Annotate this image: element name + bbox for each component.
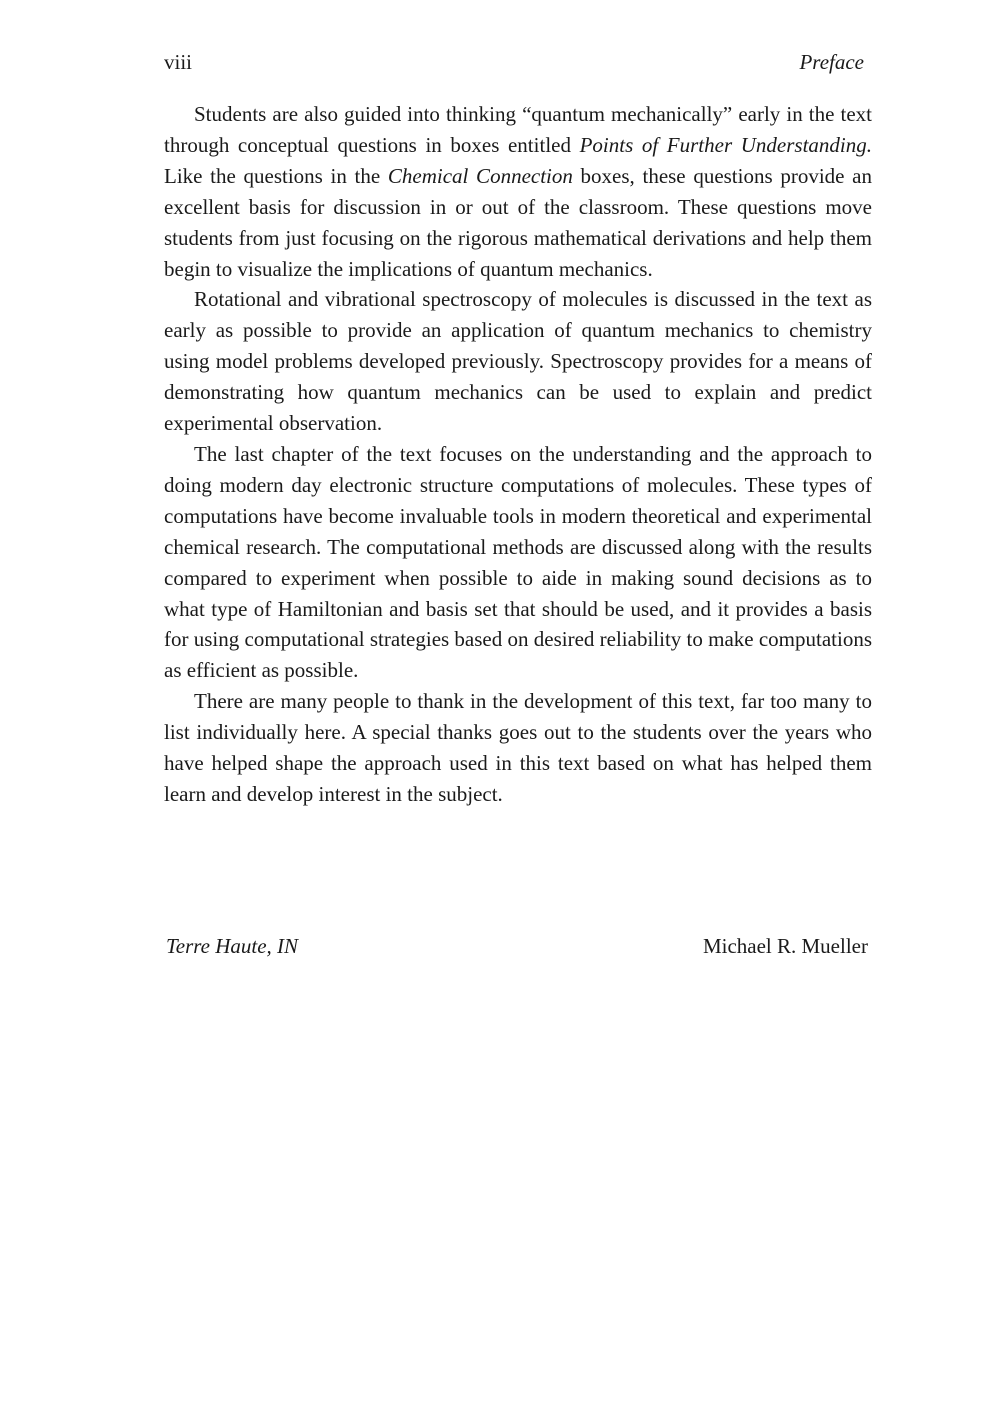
running-title: Preface (799, 50, 864, 74)
paragraph-1: Students are also guided into thinking “quantum mechanically” early in the text through conceptual questions in boxes entitled Points of Further Understanding. Like the questions in the Chemical Connection boxes, these questions provide an excellent basis for discussion in or out of the classroom. These questions move students from just focusing on the rigorous mathematical derivations and help them begin to visualize the implications of quantum mechanics. (164, 102, 872, 281)
points-further-understanding: Points of Further Understanding. (579, 132, 872, 157)
preface-body (164, 99, 872, 810)
paragraph-2: Rotational and vibrational spectroscopy of molecules is discussed in the text as early as possible to provide an application of quantum mechanics to chemistry using model problems developed previously. Spectroscopy provides for a means of demonstrating how quantum mechanics can be used to explain and predict experimental observation. (164, 287, 872, 436)
signature-place: Terre Haute, IN (166, 934, 299, 958)
paragraph-4: There are many people to thank in the development of this text, far too many to list individually here. A special thanks goes out to the students over the years who have helped shape the approach used in this text based on what has helped them learn and develop interest in the subject. (164, 689, 872, 806)
chemical-connection: Chemical Connection (387, 163, 573, 188)
paragraph-3: The last chapter of the text focuses on the understanding and the approach to doing modern day electronic structure computations of molecules. These types of computations have become invaluable tools in modern theoretical and experimental chemical research. The computational methods are discussed along with the results compared to experiment when possible to aide in making sound decisions as to what type of Hamiltonian and basis set that should be used, and it provides a basis for using computational strategies based on desired reliability to make computations as efficient as possible. (164, 441, 872, 683)
page-number: viii (164, 50, 193, 74)
signature-author: Michael R. Mueller (702, 934, 868, 958)
